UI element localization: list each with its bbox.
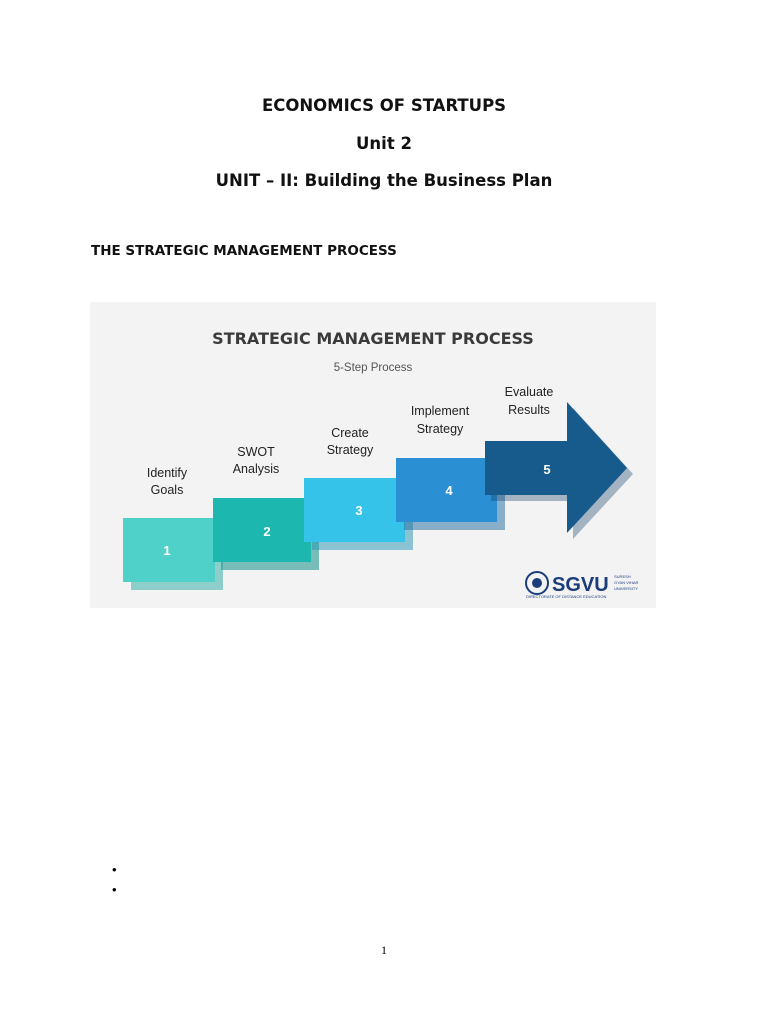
- step-3-label-line1: Create: [331, 426, 369, 440]
- strategic-process-figure: [90, 302, 656, 608]
- figure-title: STRATEGIC MANAGEMENT PROCESS: [212, 329, 534, 348]
- step-1-label-line2: Goals: [150, 483, 184, 497]
- step-3-label-line2: Strategy: [326, 443, 374, 457]
- logo-side-text-3: UNIVERSITY: [614, 586, 639, 591]
- step-4-number: 4: [445, 483, 453, 498]
- step-4-label-line1: Implement: [410, 404, 470, 418]
- logo-tagline: DIRECTORATE OF DISTANCE EDUCATION: [526, 594, 607, 599]
- step-2-label-line1: SWOT: [237, 445, 275, 459]
- step-2-number: 2: [263, 524, 271, 539]
- sgvu-logo-text: SGVU: [552, 574, 609, 596]
- step-4-label-line2: Strategy: [416, 422, 464, 436]
- section-heading: THE STRATEGIC MANAGEMENT PROCESS: [91, 243, 397, 259]
- step-5-number: 5: [543, 462, 551, 477]
- document-title: ECONOMICS OF STARTUPS: [261, 96, 507, 115]
- page-number: 1: [381, 943, 387, 957]
- step-2-label-line2: Analysis: [232, 462, 280, 476]
- logo-side-text-1: SURESH: [614, 574, 631, 579]
- step-2-block: [213, 498, 311, 562]
- step-1-number: 1: [163, 543, 171, 558]
- logo-side-text-2: GYAN VIHAR: [614, 580, 639, 585]
- step-1-label-line1: Identify: [146, 466, 188, 480]
- step-5-label-line1: Evaluate: [504, 385, 554, 399]
- step-5-label-line2: Results: [508, 403, 550, 417]
- figure-subtitle: 5-Step Process: [333, 362, 413, 374]
- step-3-number: 3: [355, 503, 363, 518]
- unit-title: UNIT – II: Building the Business Plan: [215, 171, 553, 190]
- unit-number: Unit 2: [356, 134, 412, 153]
